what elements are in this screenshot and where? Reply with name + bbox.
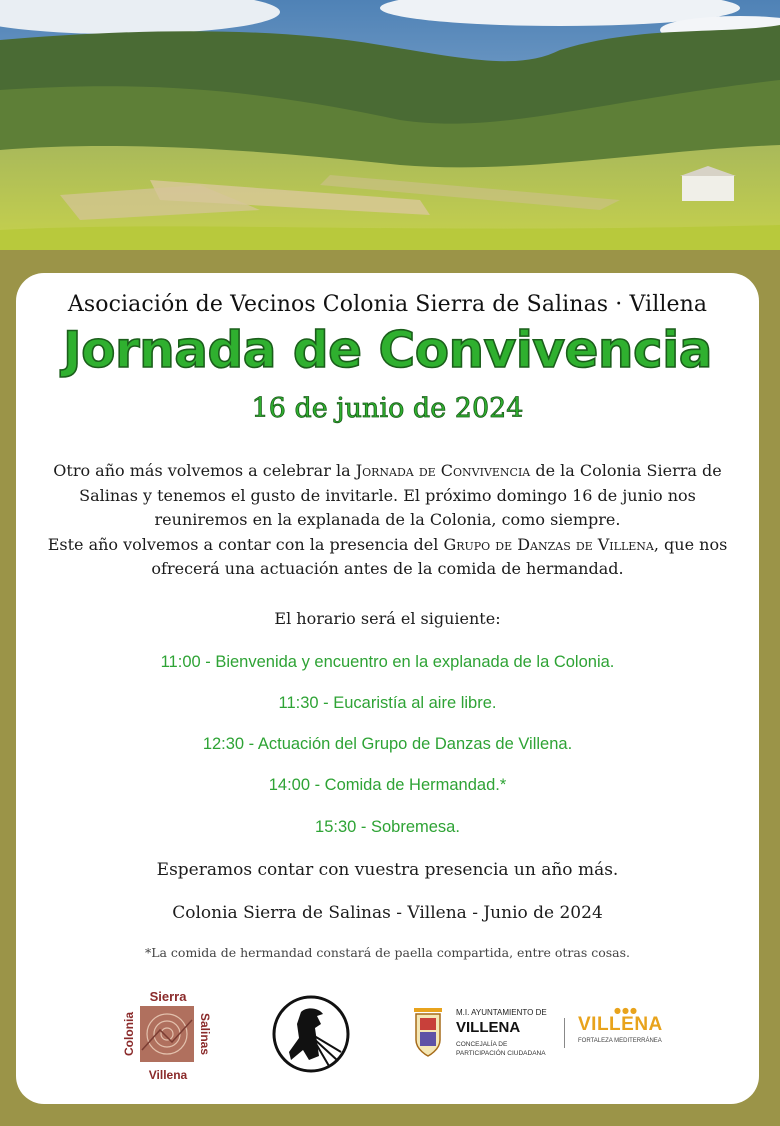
ayuntamiento-line2: VILLENA [456,1019,521,1036]
event-date: 16 de junio de 2024 [251,393,524,424]
logo-divider [564,1018,565,1048]
ayuntamiento-line3: CONCEJALÍA DE [456,1041,508,1048]
invitation-card [16,273,759,1104]
colonia-logo-left: Colonia [122,1012,136,1056]
dance-group-logo [271,994,351,1074]
colonia-logo-right: Salinas [198,1012,212,1056]
sponsor-logos [16,988,759,1088]
ayuntamiento-line1: M.I. AYUNTAMIENTO DE [456,1008,547,1017]
ayuntamiento-line4: PARTICIPACIÓN CIUDADANA [456,1050,546,1057]
landscape-photo [0,0,780,250]
villena-brand-logo [578,1006,678,1056]
colonia-logo [120,990,216,1082]
schedule-item: 14:00 - Comida de Hermandad.* [268,776,507,794]
colonia-logo-bottom: Villena [148,1068,188,1082]
schedule-item: 12:30 - Actuación del Grupo de Danzas de Villena. [202,735,573,753]
association-heading: Asociación de Vecinos Colonia Sierra de Salinas · Villena [67,292,708,317]
footnote: *La comida de hermandad constará de paella compartida, entre otras cosas. [144,945,631,960]
villena-brand-name: VILLENA [578,1014,663,1035]
dots-icon: ●●● [614,1006,638,1015]
schedule-item: 15:30 - Sobremesa. [315,818,460,836]
colonia-logo-top: Sierra [149,990,187,1004]
event-title: Jornada de Convivencia [63,321,712,379]
schedule-intro: El horario será el siguiente: [274,609,501,628]
signoff-text: Colonia Sierra de Salinas - Villena - Junio de 2024 [172,903,603,923]
coat-of-arms-icon [408,1002,448,1062]
closing-text: Esperamos contar con vuestra presencia un año más. [156,860,619,880]
schedule-item: 11:30 - Eucaristía al aire libre. [278,694,497,712]
ayuntamiento-logo [408,1002,558,1072]
schedule-item: 11:00 - Bienvenida y encuentro en la explanada de la Colonia. [160,653,615,671]
intro-text: Otro año más volvemos a celebrar la Jornada de Convivencia de la Colonia Sierra de Salinas y tenemos el gusto de invitarle. El próximo domingo 16 de junio nos reuniremos en la explanada de la Colonia, como siempre. Este año volvemos a contar con la presencia del Grupo de Danzas de Villena, que nos ofrecerá una actuación antes de la comida de hermandad. [47,461,728,578]
villena-brand-tagline: FORTALEZA MEDITERRÁNEA [578,1038,662,1044]
